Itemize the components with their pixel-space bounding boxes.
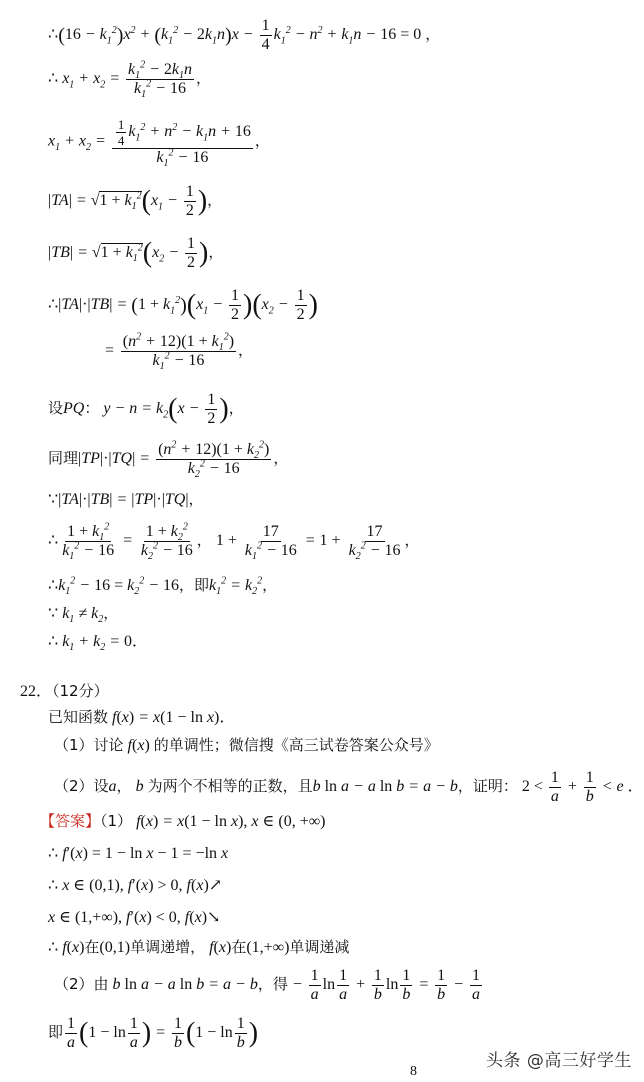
watermark: 头条 @高三好学生 [486,1051,632,1071]
equation-line-13: ∵ $k_1 \ne k_2$， [48,604,119,626]
answer-tag: 【答案】 [40,812,101,830]
equation-line-5: $|TB| = √1 + k_1^2(x_2$ − $\frac{1}{2}$ )， [48,235,224,271]
answer-line-2: ∴ f′(x) = 1 − ln x − 1 = −ln x [48,845,229,862]
equation-line-6: ∴|TA|·|TB| = $(1 + k_1^2)(x_1$ − $\frac{1}{2}$ )($x_2$ − $\frac{1}{2}$ ) [48,287,318,323]
equation-line-4: $|TA| = √1 + k_1^2(x_1$ − $\frac{1}{2}$ )， [48,183,223,219]
equation-line-10: ∵|TA|·|TB| = |TP|·|TQ|， [48,490,204,508]
equation-line-14: ∴ $k_1 + k_2 = 0$． [48,633,149,654]
problem-header: 22．（12分） [20,682,109,700]
equation-line-1: ∴(16 − $k_1^2)x^2 + (k_1^2 - 2k_1n)x$ − $\frac{1}{4}$ $k_1^2 - n^2 + k_1n - 16 = 0$ ， [48,17,441,53]
page-number: 8 [410,1064,417,1079]
equation-line-3: $x_1 + x_2$ = $\frac{1}{4}$ $k_1^2 + n^2 - k_1n + 16$ $k_1^2 - 16$ ， [48,117,270,170]
problem-question-2: （2）设a， b 为两个不相等的正数，且b ln a − a ln b = a − b，证明： 2 < $\frac{1}{a}$ + $\frac{1}{b}$ < e ． [54,769,644,805]
problem-stem: 已知函数 f(x) = x(1 − ln x)． [48,708,236,726]
answer-line-5: ∴ f(x)在(0,1)单调递增， f(x)在(1,+∞)单调递减 [48,938,350,956]
answer-line-7: 即 $\frac{1}{a}$ (1 − ln $\frac{1}{a}$ ) = $\frac{1}{b}$ (1 − ln $\frac{1}{b}$ ) [48,1015,259,1051]
equation-line-2: ∴ $x_1 + x_2$ = $\frac{k_1^2 - 2k_1n}{k_1^2 - 16}$ ， [48,59,212,101]
answer-line-4: x ∈ (1,+∞), f′(x) < 0, f(x)↘ [48,909,221,926]
equation-line-9: 同理|TP|·|TQ| = $\frac{(n^2 + 12)(1 + k_2^2)}{k_2^2 - 16}$ ， [48,439,289,481]
answer-line-1: 【答案】（1） f(x) = x(1 − ln x), x ∈ (0, +∞) [40,812,326,830]
equation-line-11: ∴ $\frac{1 + k_1^2}{k_1^2 - 16}$ = $\frac{1 + k_2^2}{k_2^2 - 16}$ ， 1 + $\frac{17}{k_1^2 - 16}$ = 1 + $\frac{17}{k_2^2 - 16}$ ， [48,521,420,563]
equation-line-12: $\therefore k_1^2 - 16 = k_2^2 - 16$，即$k_1^2 = k_2^2$， [48,575,278,598]
equation-line-8: 设PQ： $y - n = k_2(x$ − $\frac{1}{2}$ )， [48,391,244,427]
answer-line-3: ∴ x ∈ (0,1), f′(x) > 0, f(x)↗ [48,877,223,894]
equation-line-7: = $\frac{(n^2 + 12)(1 + k_1^2)}{k_1^2 - 16}$ ， [104,331,254,373]
problem-question-1: （1）讨论 f(x) 的单调性；微信搜《高三试卷答案公众号》 [54,736,439,754]
answer-line-6: （2）由 b ln a − a ln b = a − b，得 − $\frac{1}{a}$ ln $\frac{1}{a}$ + $\frac{1}{b}$ ln $\frac{1}{b}$ = $\frac{1}{b}$ − $\frac{1}{a}$ [54,967,480,1003]
